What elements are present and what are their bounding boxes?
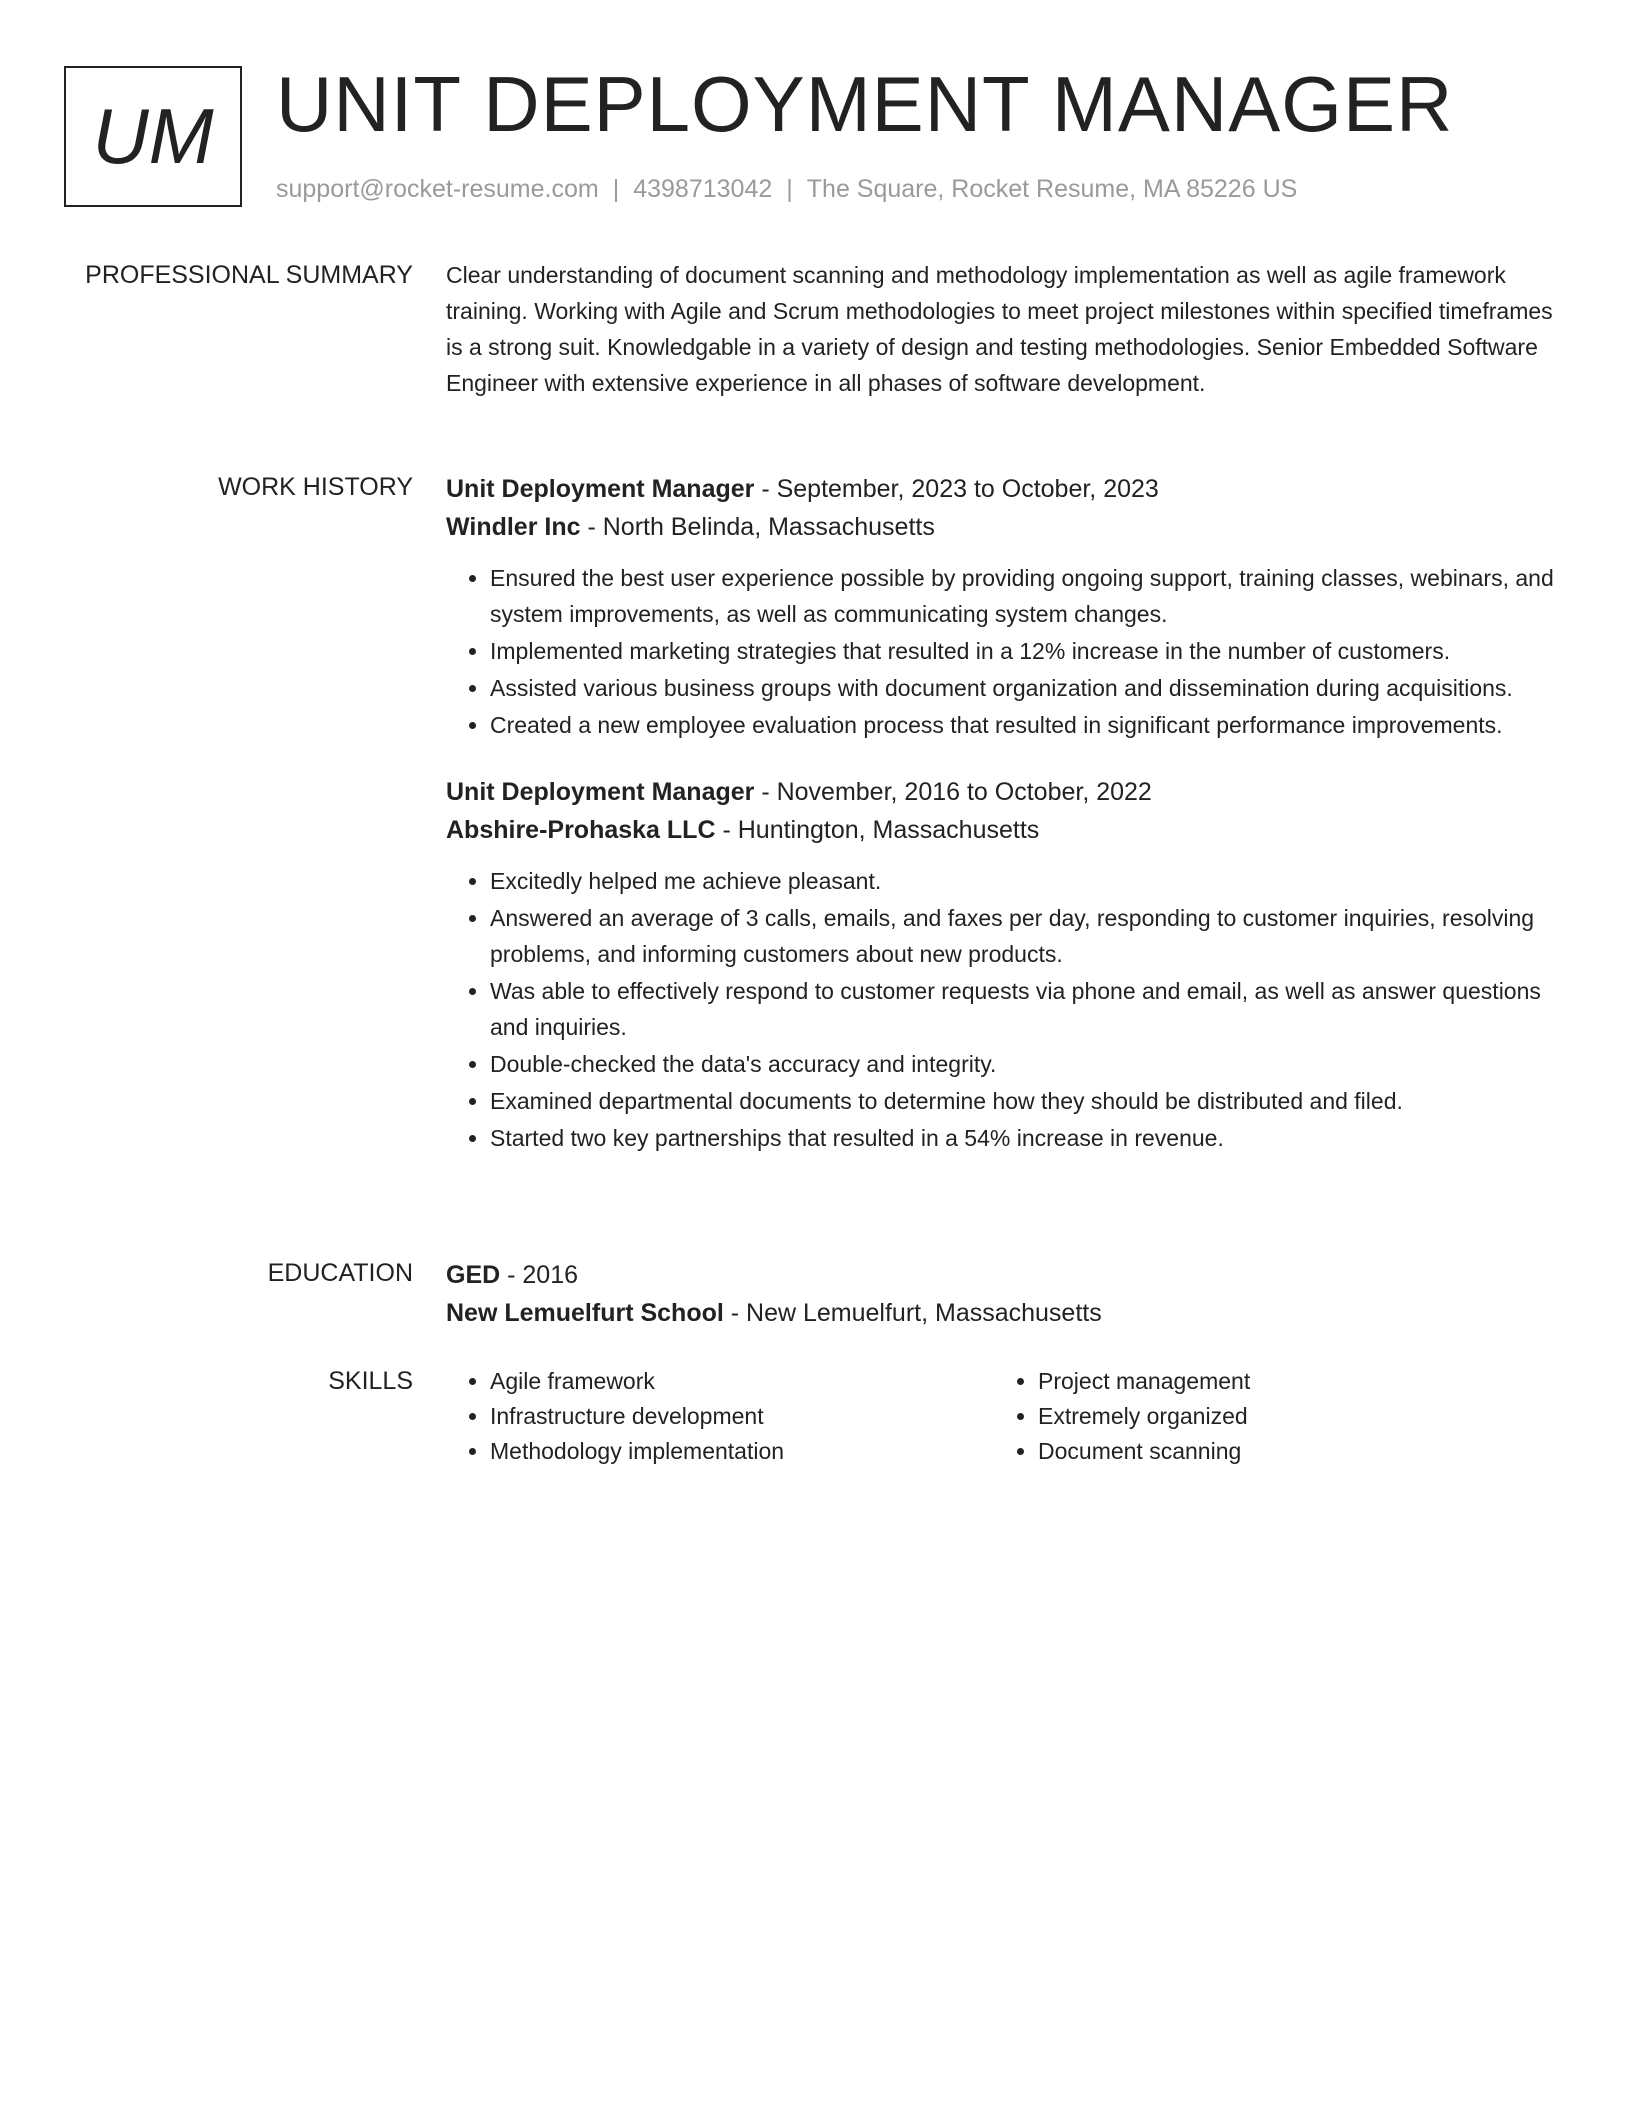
section-title-education: EDUCATION xyxy=(267,1259,413,1287)
skill-item: • Project management xyxy=(1038,1364,1542,1399)
job-entry xyxy=(446,773,1566,1156)
job-title-line xyxy=(446,773,1566,811)
skill-item: • Agile framework xyxy=(490,1364,994,1399)
monogram-badge: UM xyxy=(64,66,242,207)
section-title-work-history: WORK HISTORY xyxy=(218,473,413,501)
summary-text: Clear understanding of document scanning and methodology implementation as well as agile framework training. Working with Agile and Scrum methodologies to meet project milestones within specified timeframes is a strong suit. Knowledgable in a variety of design and testing methodologies. Senior Embedded Software Engineer with extensive experience in all phases of software development. xyxy=(446,262,1553,396)
skill-item: • Extremely organized xyxy=(1038,1399,1542,1434)
job-company-line xyxy=(446,811,1566,849)
education-school: New Lemuelfurt School xyxy=(446,1299,724,1327)
skills-columns xyxy=(446,1364,1566,1469)
list-item: • Started two key partnerships that resulted in a 54% increase in revenue. xyxy=(490,1120,1566,1156)
section-title-summary: PROFESSIONAL SUMMARY xyxy=(85,261,413,289)
job-company-line xyxy=(446,508,1566,546)
skills-column-left xyxy=(446,1364,994,1469)
skill-item: • Document scanning xyxy=(1038,1434,1542,1469)
job-title: Unit Deployment Manager xyxy=(446,475,755,503)
job-bullets xyxy=(446,863,1566,1156)
job-dates: - September, 2023 to October, 2023 xyxy=(754,475,1159,503)
skills-column-right xyxy=(994,1364,1542,1469)
education-degree-line xyxy=(446,1256,1566,1294)
job-location: - North Belinda, Massachusetts xyxy=(580,513,935,541)
list-item: • Was able to effectively respond to customer requests via phone and email, as well as answer questions and inquiries. xyxy=(490,973,1566,1045)
list-item: • Ensured the best user experience possible by providing ongoing support, training classes, webinars, and system improvements, as well as communicating system changes. xyxy=(490,560,1566,632)
job-location: - Huntington, Massachusetts xyxy=(715,816,1040,844)
list-item: • Double-checked the data's accuracy and integrity. xyxy=(490,1046,1566,1082)
contact-email[interactable]: support@rocket-resume.com xyxy=(276,175,599,203)
job-bullets xyxy=(446,560,1566,743)
contact-phone[interactable]: 4398713042 xyxy=(633,175,773,203)
education-location: - New Lemuelfurt, Massachusetts xyxy=(723,1299,1102,1327)
job-company: Abshire-Prohaska LLC xyxy=(446,816,716,844)
page-title: UNIT DEPLOYMENT MANAGER xyxy=(276,60,1454,148)
skill-item: • Methodology implementation xyxy=(490,1434,994,1469)
job-title: Unit Deployment Manager xyxy=(446,778,755,806)
job-company: Windler Inc xyxy=(446,513,581,541)
list-item: • Created a new employee evaluation process that resulted in significant performance improvements. xyxy=(490,707,1566,743)
list-item: • Examined departmental documents to determine how they should be distributed and filed. xyxy=(490,1083,1566,1119)
job-title-line xyxy=(446,470,1566,508)
education-degree: GED xyxy=(446,1261,501,1289)
list-item: • Answered an average of 3 calls, emails, and faxes per day, responding to customer inquiries, resolving problems, and informing customers about new products. xyxy=(490,900,1566,972)
list-item: • Excitedly helped me achieve pleasant. xyxy=(490,863,1566,899)
contact-separator: | xyxy=(786,175,793,203)
education-year: - 2016 xyxy=(500,1261,579,1289)
skill-item: • Infrastructure development xyxy=(490,1399,994,1434)
list-item: • Assisted various business groups with document organization and dissemination during acquisitions. xyxy=(490,670,1566,706)
job-dates: - November, 2016 to October, 2022 xyxy=(754,778,1152,806)
list-item: • Implemented marketing strategies that resulted in a 12% increase in the number of customers. xyxy=(490,633,1566,669)
education-school-line xyxy=(446,1294,1566,1332)
contact-line xyxy=(276,172,1297,206)
contact-separator: | xyxy=(612,175,620,203)
job-entry xyxy=(446,470,1566,743)
contact-address: The Square, Rocket Resume, MA 85226 US xyxy=(806,175,1298,203)
section-title-skills: SKILLS xyxy=(328,1367,413,1395)
